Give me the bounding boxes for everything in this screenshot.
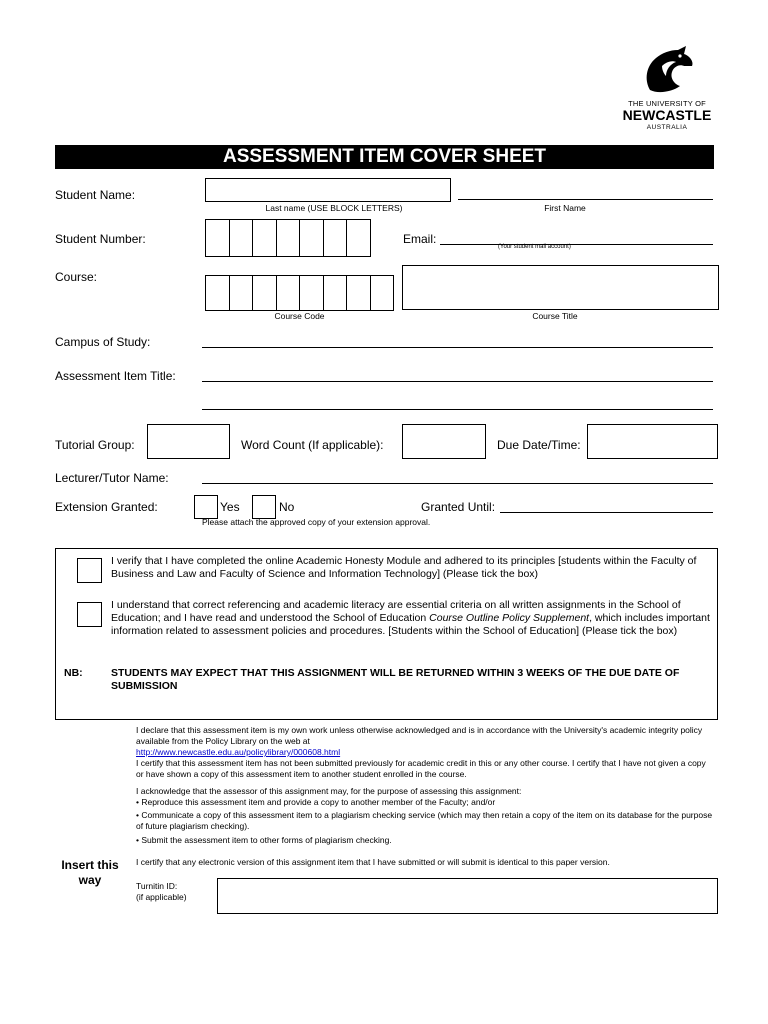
email-caption: (Your student mail account) xyxy=(498,244,571,250)
course-title-caption: Course Title xyxy=(532,311,578,321)
policy-supplement-title: Course Outline Policy Supplement xyxy=(429,612,590,624)
extension-yes-label: Yes xyxy=(220,500,240,514)
certify-text: I certify that this assessment item has not been submitted previously for academic credit in this or any other course. I certify that I have not given a copy or have shown a copy of this assessment item to another student enrolled in the course. xyxy=(136,758,706,779)
course-code-caption: Course Code xyxy=(274,311,325,321)
turnitin-label: Turnitin ID: xyxy=(136,881,178,891)
verify-checkbox[interactable] xyxy=(77,558,102,583)
assessment-title-line-1[interactable] xyxy=(202,381,713,382)
extension-label: Extension Granted: xyxy=(55,500,158,514)
certify-electronic-text: I certify that any electronic version of this assignment item that I have submitted or will submit is identical to this paper version. xyxy=(136,857,610,867)
due-date-input[interactable] xyxy=(587,424,718,459)
nb-text: STUDENTS MAY EXPECT THAT THIS ASSIGNMENT WILL BE RETURNED WITHIN 3 WEEKS OF THE DUE DATE OF SUBMISSION xyxy=(111,667,680,692)
word-count-input[interactable] xyxy=(402,424,486,459)
first-name-caption: First Name xyxy=(544,203,586,213)
nb-label: NB: xyxy=(64,667,83,679)
logo-line1: THE UNIVERSITY OF xyxy=(628,99,706,108)
email-line[interactable] xyxy=(440,244,713,245)
course-label: Course: xyxy=(55,270,98,284)
declare-text: I declare that this assessment item is my own work unless otherwise acknowledged and is in accordance with the University's academic integrity policy available from the Policy Library on the web at xyxy=(136,725,703,746)
bullet-reproduce: • Reproduce this assessment item and provide a copy to another member of the Faculty; and/or xyxy=(136,797,714,808)
logo-line2: NEWCASTLE xyxy=(622,107,712,123)
understand-text xyxy=(111,599,711,638)
dragon-crest-icon xyxy=(640,44,696,94)
extension-no-label: No xyxy=(279,500,295,514)
title-bar xyxy=(55,145,714,169)
assessment-title-label: Assessment Item Title: xyxy=(55,369,176,383)
understand-text-post: , which includes important information related to assessment policies and procedures. [Students within the School of Education] (Please tick the box) xyxy=(111,612,710,637)
insert-this-way-label: Insert this way xyxy=(61,858,119,887)
lecturer-line[interactable] xyxy=(202,483,713,484)
policy-link[interactable]: http://www.newcastle.edu.au/policylibrary/000608.html xyxy=(136,747,341,757)
verify-text: I verify that I have completed the online Academic Honesty Module and adhered to its principles [students within the Faculty of Business and Law and Faculty of Science and Information Technology] (Please tick the box) xyxy=(111,555,697,580)
logo-line3: AUSTRALIA xyxy=(646,124,688,131)
campus-label: Campus of Study: xyxy=(55,335,151,349)
course-code-boxes[interactable] xyxy=(205,275,394,311)
acknowledge-text: I acknowledge that the assessor of this assignment may, for the purpose of assessing this assignment: xyxy=(136,786,522,796)
last-name-caption: Last name (USE BLOCK LETTERS) xyxy=(265,203,403,213)
course-title-input[interactable] xyxy=(402,265,719,310)
student-name-label: Student Name: xyxy=(55,188,136,202)
bullet-submit: • Submit the assessment item to other forms of plagiarism checking. xyxy=(136,835,714,846)
understand-checkbox[interactable] xyxy=(77,602,102,627)
extension-no-checkbox[interactable] xyxy=(252,495,276,519)
campus-line[interactable] xyxy=(202,347,713,348)
granted-until-line[interactable] xyxy=(500,512,713,513)
student-number-label: Student Number: xyxy=(55,232,146,246)
tutorial-group-input[interactable] xyxy=(147,424,230,459)
extension-yes-checkbox[interactable] xyxy=(194,495,218,519)
lecturer-label: Lecturer/Tutor Name: xyxy=(55,471,169,485)
bullet-communicate: • Communicate a copy of this assessment item to a plagiarism checking service (which may then retain a copy of the item on its database for the purpose of future plagiarism checking). xyxy=(136,810,714,832)
page-title: ASSESSMENT ITEM COVER SHEET xyxy=(222,146,547,167)
turnitin-sublabel: (if applicable) xyxy=(136,892,187,902)
understand-text-pre: I understand that correct referencing and academic literacy are essential criteria on all written assignments in the School of Education; and I have read and understood the School of Education xyxy=(111,599,681,624)
due-date-label: Due Date/Time: xyxy=(497,438,581,452)
student-number-boxes[interactable] xyxy=(205,219,371,257)
first-name-line[interactable] xyxy=(458,199,713,200)
university-logo xyxy=(612,44,722,139)
turnitin-id-input[interactable] xyxy=(217,878,718,914)
extension-note: Please attach the approved copy of your extension approval. xyxy=(202,517,431,527)
assessment-title-line-2[interactable] xyxy=(202,409,713,410)
granted-until-label: Granted Until: xyxy=(421,500,496,514)
last-name-input[interactable] xyxy=(205,178,451,202)
email-label: Email: xyxy=(403,232,437,246)
tutorial-group-label: Tutorial Group: xyxy=(55,438,135,452)
word-count-label: Word Count (If applicable): xyxy=(241,438,384,452)
